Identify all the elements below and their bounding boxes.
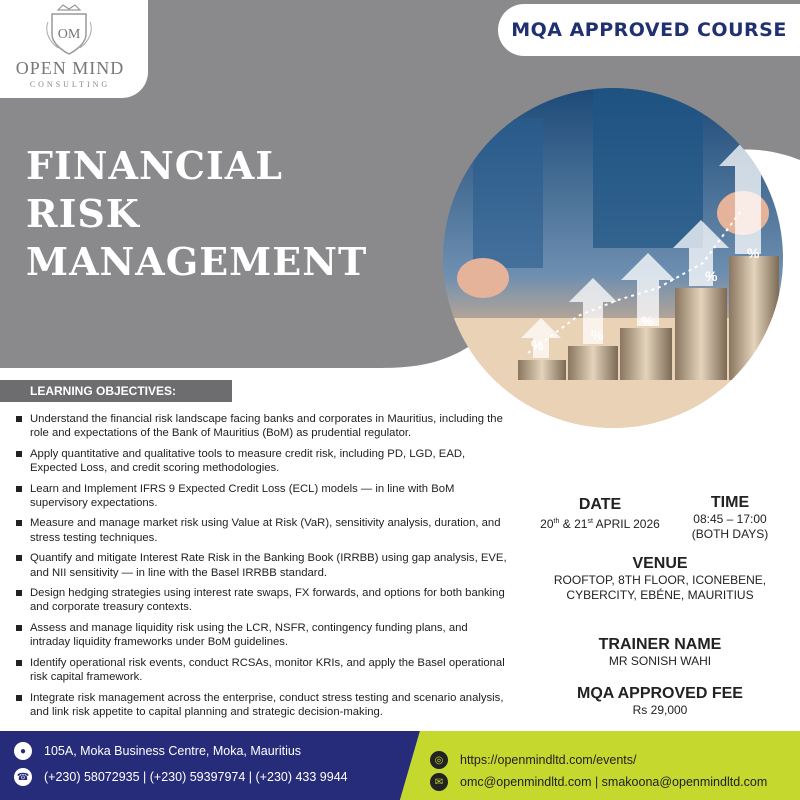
trainer-name: MR SONISH WAHI [608, 654, 712, 668]
venue-label: VENUE [632, 555, 688, 572]
bullet-square-icon [16, 520, 22, 526]
bullet-square-icon [16, 555, 22, 561]
objective-item: Design hedging strategies using interest rate swaps, FX forwards, and options for both banking and corporate treasury contexts. [16, 586, 508, 615]
phone-row [14, 768, 348, 786]
badge-label: MQA APPROVED COURSE [511, 19, 787, 41]
logo-tagline: CONSULTING [29, 80, 111, 89]
svg-text:%: % [747, 245, 760, 261]
date-block [512, 496, 688, 532]
email-icon: ✉ [430, 773, 448, 791]
title-line-1: FINANCIAL [26, 143, 283, 188]
objective-item: Quantify and mitigate Interest Rate Risk in the Banking Book (IRRBB) using gap analysis, EVE, and NII sensitivity — in line with the Basel IRRBB standard. [16, 551, 508, 580]
svg-text:%: % [641, 313, 654, 329]
fee-label: MQA APPROVED FEE [577, 685, 743, 702]
objective-item: Measure and manage market risk using Value at Risk (VaR), sensitivity analysis, duration, and stress testing techniques. [16, 516, 508, 545]
objective-item: Assess and manage liquidity risk using the LCR, NSFR, contingency funding plans, and intraday liquidity frameworks under BoM guidelines. [16, 621, 508, 650]
title-line-2: RISK [26, 191, 140, 236]
svg-text:%: % [591, 327, 604, 343]
time-value: 08:45 – 17:00 [693, 512, 767, 526]
fee-value: Rs 29,000 [632, 703, 688, 717]
time-block [676, 494, 784, 542]
title-line-3: MANAGEMENT [26, 239, 368, 284]
date-label: DATE [578, 496, 622, 513]
logo-name: OPEN MIND [15, 58, 125, 78]
trainer-label: TRAINER NAME [598, 636, 722, 653]
time-note: (BOTH DAYS) [691, 527, 769, 541]
venue-line-1: ROOFTOP, 8TH FLOOR, ICONEBENE, [553, 573, 767, 587]
objective-item: Integrate risk management across the enterprise, conduct stress testing and scenario analysis, and link risk appetite to capital planning and strategic decision-making. [16, 691, 508, 720]
bullet-square-icon [16, 416, 22, 422]
coins-growth-illustration [443, 88, 783, 428]
bullet-square-icon [16, 486, 22, 492]
address-text: 105A, Moka Business Centre, Moka, Mauritius [44, 744, 302, 758]
phone-text[interactable]: (+230) 58072935 | (+230) 59397974 | (+230) 433 9944 [44, 770, 348, 784]
logo-monogram: OM [57, 27, 81, 42]
globe-icon: ◎ [430, 751, 448, 769]
venue-line-2: CYBERCITY, EBÉNE, MAURITIUS [566, 588, 754, 602]
bullet-square-icon [16, 695, 22, 701]
objective-item: Apply quantitative and qualitative tools to measure credit risk, including PD, LGD, EAD, Expected Loss, and credit scoring methodologies. [16, 447, 508, 476]
hero-photo [443, 88, 783, 428]
bullet-square-icon [16, 451, 22, 457]
website-row [430, 751, 636, 769]
venue-block [540, 555, 780, 603]
objectives-list [16, 412, 508, 725]
course-title [26, 142, 406, 286]
crest-icon [44, 4, 94, 56]
svg-text:%: % [531, 337, 544, 353]
email-row [430, 773, 767, 791]
objectives-heading: LEARNING OBJECTIVES: [0, 380, 232, 402]
bullet-square-icon [16, 590, 22, 596]
company-logo[interactable] [0, 0, 148, 98]
fee-block [560, 685, 760, 718]
objective-item: Understand the financial risk landscape facing banks and corporates in Mauritius, including the role and expectations of the Bank of Mauritius (BoM) as prudential regulator. [16, 412, 508, 441]
phone-icon: ☎ [14, 768, 32, 786]
email-links[interactable]: omc@openmindltd.com | smakoona@openmindltd.com [460, 775, 768, 789]
location-pin-icon: ● [14, 742, 32, 760]
bullet-square-icon [16, 660, 22, 666]
objective-item: Learn and Implement IFRS 9 Expected Credit Loss (ECL) models — in line with BoM supervisory expectations. [16, 482, 508, 511]
objective-item: Identify operational risk events, conduct RCSAs, monitor KRIs, and apply the Basel operational risk capital framework. [16, 656, 508, 685]
bullet-square-icon [16, 625, 22, 631]
trainer-block [560, 636, 760, 669]
time-label: TIME [710, 494, 750, 511]
website-link[interactable]: https://openmindltd.com/events/ [460, 753, 637, 767]
address-row [14, 742, 301, 760]
date-value: 20th & 21st APRIL 2026 [540, 517, 660, 531]
mqa-badge [498, 4, 800, 56]
svg-text:%: % [705, 268, 718, 284]
